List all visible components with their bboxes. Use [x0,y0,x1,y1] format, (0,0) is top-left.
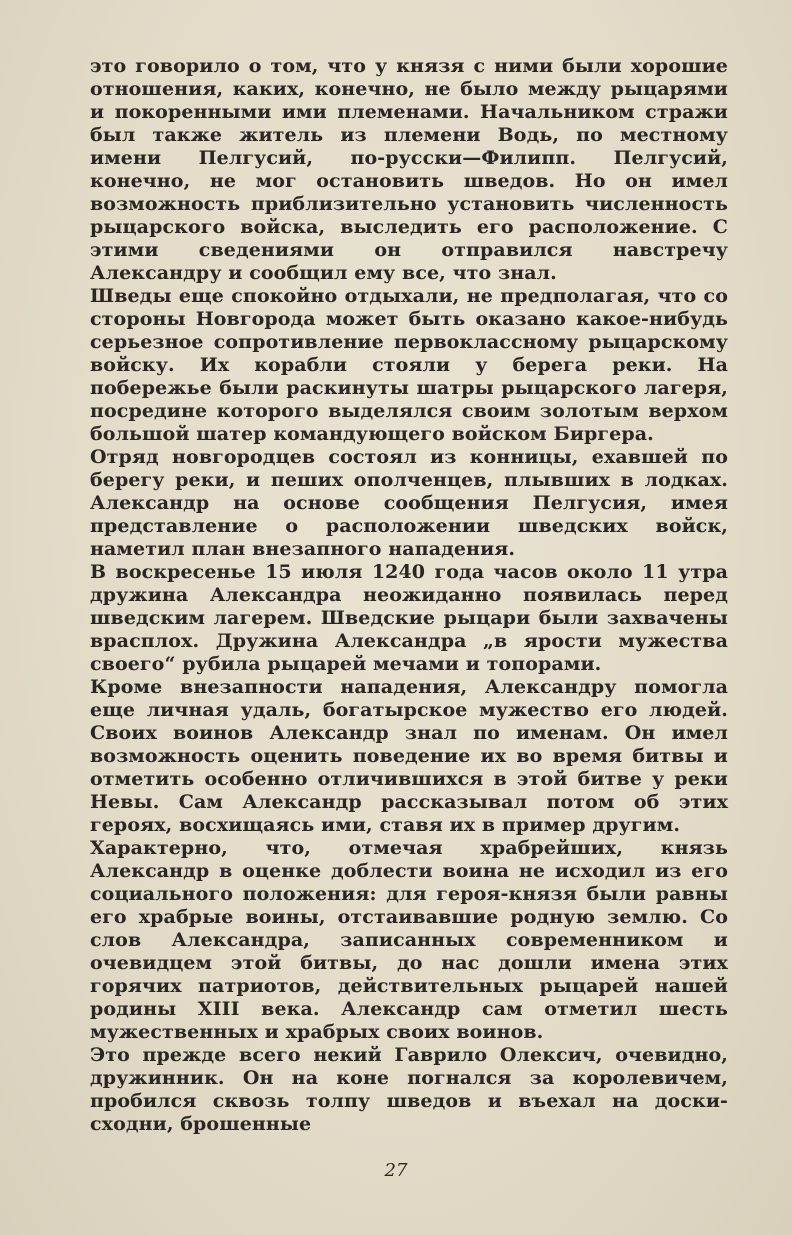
paragraph: Отряд новгородцев состоял из конницы, ехавшей по берегу реки, и пеших ополченцев, плывших в лодках. Александр на основе сообщения Пелгусия, имея представление о расположении шведских войск, наметил план внезапного нападения. [90,446,728,560]
page-number: 27 [384,1160,408,1181]
paragraph: Это прежде всего некий Гаврило Олексич, очевидно, дружинник. Он на коне погнался за королевичем, пробился сквозь толпу шведов и въехал на доски-сходни, брошенные [90,1044,728,1135]
paragraph: это говорило о том, что у князя с ними были хорошие отношения, каких, конечно, не было между рыцарями и покоренными ими племенами. Начальником стражи был также житель из племени Водь, по местному имени Пелгусий, по-русски—Филипп. Пелгусий, конечно, не мог остановить шведов. Но он имел возможность приблизительно установить численность рыцарского войска, выследить его расположение. С этими сведениями он отправился навстречу Александру и сообщил ему все, что знал. [90,55,728,284]
paragraph: В воскресенье 15 июля 1240 года часов около 11 утра дружина Александра неожиданно появилась перед шведским лагерем. Шведские рыцари были захвачены врасплох. Дружина Александра „в ярости мужества своего“ рубила рыцарей мечами и топорами. [90,561,728,675]
body-text [90,55,728,1136]
paragraph: Характерно, что, отмечая храбрейших, князь Александр в оценке доблести воина не исходил из его социального положения: для героя-князя были равны его храбрые воины, отстаивавшие родную землю. Со слов Александра, записанных современником и очевидцем этой битвы, до нас дошли имена этих горячих патриотов, действительных рыцарей нашей родины XIII века. Александр сам отметил шесть мужественных и храбрых своих воинов. [90,837,728,1043]
paragraph: Кроме внезапности нападения, Александру помогла еще личная удаль, богатырское мужество его людей. Своих воинов Александр знал по именам. Он имел возможность оценить поведение их во время битвы и отметить особенно отличившихся в этой битве у реки Невы. Сам Александр рассказывал потом об этих героях, восхищаясь ими, ставя их в пример другим. [90,676,728,836]
paragraph: Шведы еще спокойно отдыхали, не предполагая, что со стороны Новгорода может быть оказано какое-нибудь серьезное сопротивление первоклассному рыцарскому войску. Их корабли стояли у берега реки. На побережье были раскинуты шатры рыцарского лагеря, посредине которого выделялся своим золотым верхом большой шатер командующего войском Биргера. [90,285,728,445]
